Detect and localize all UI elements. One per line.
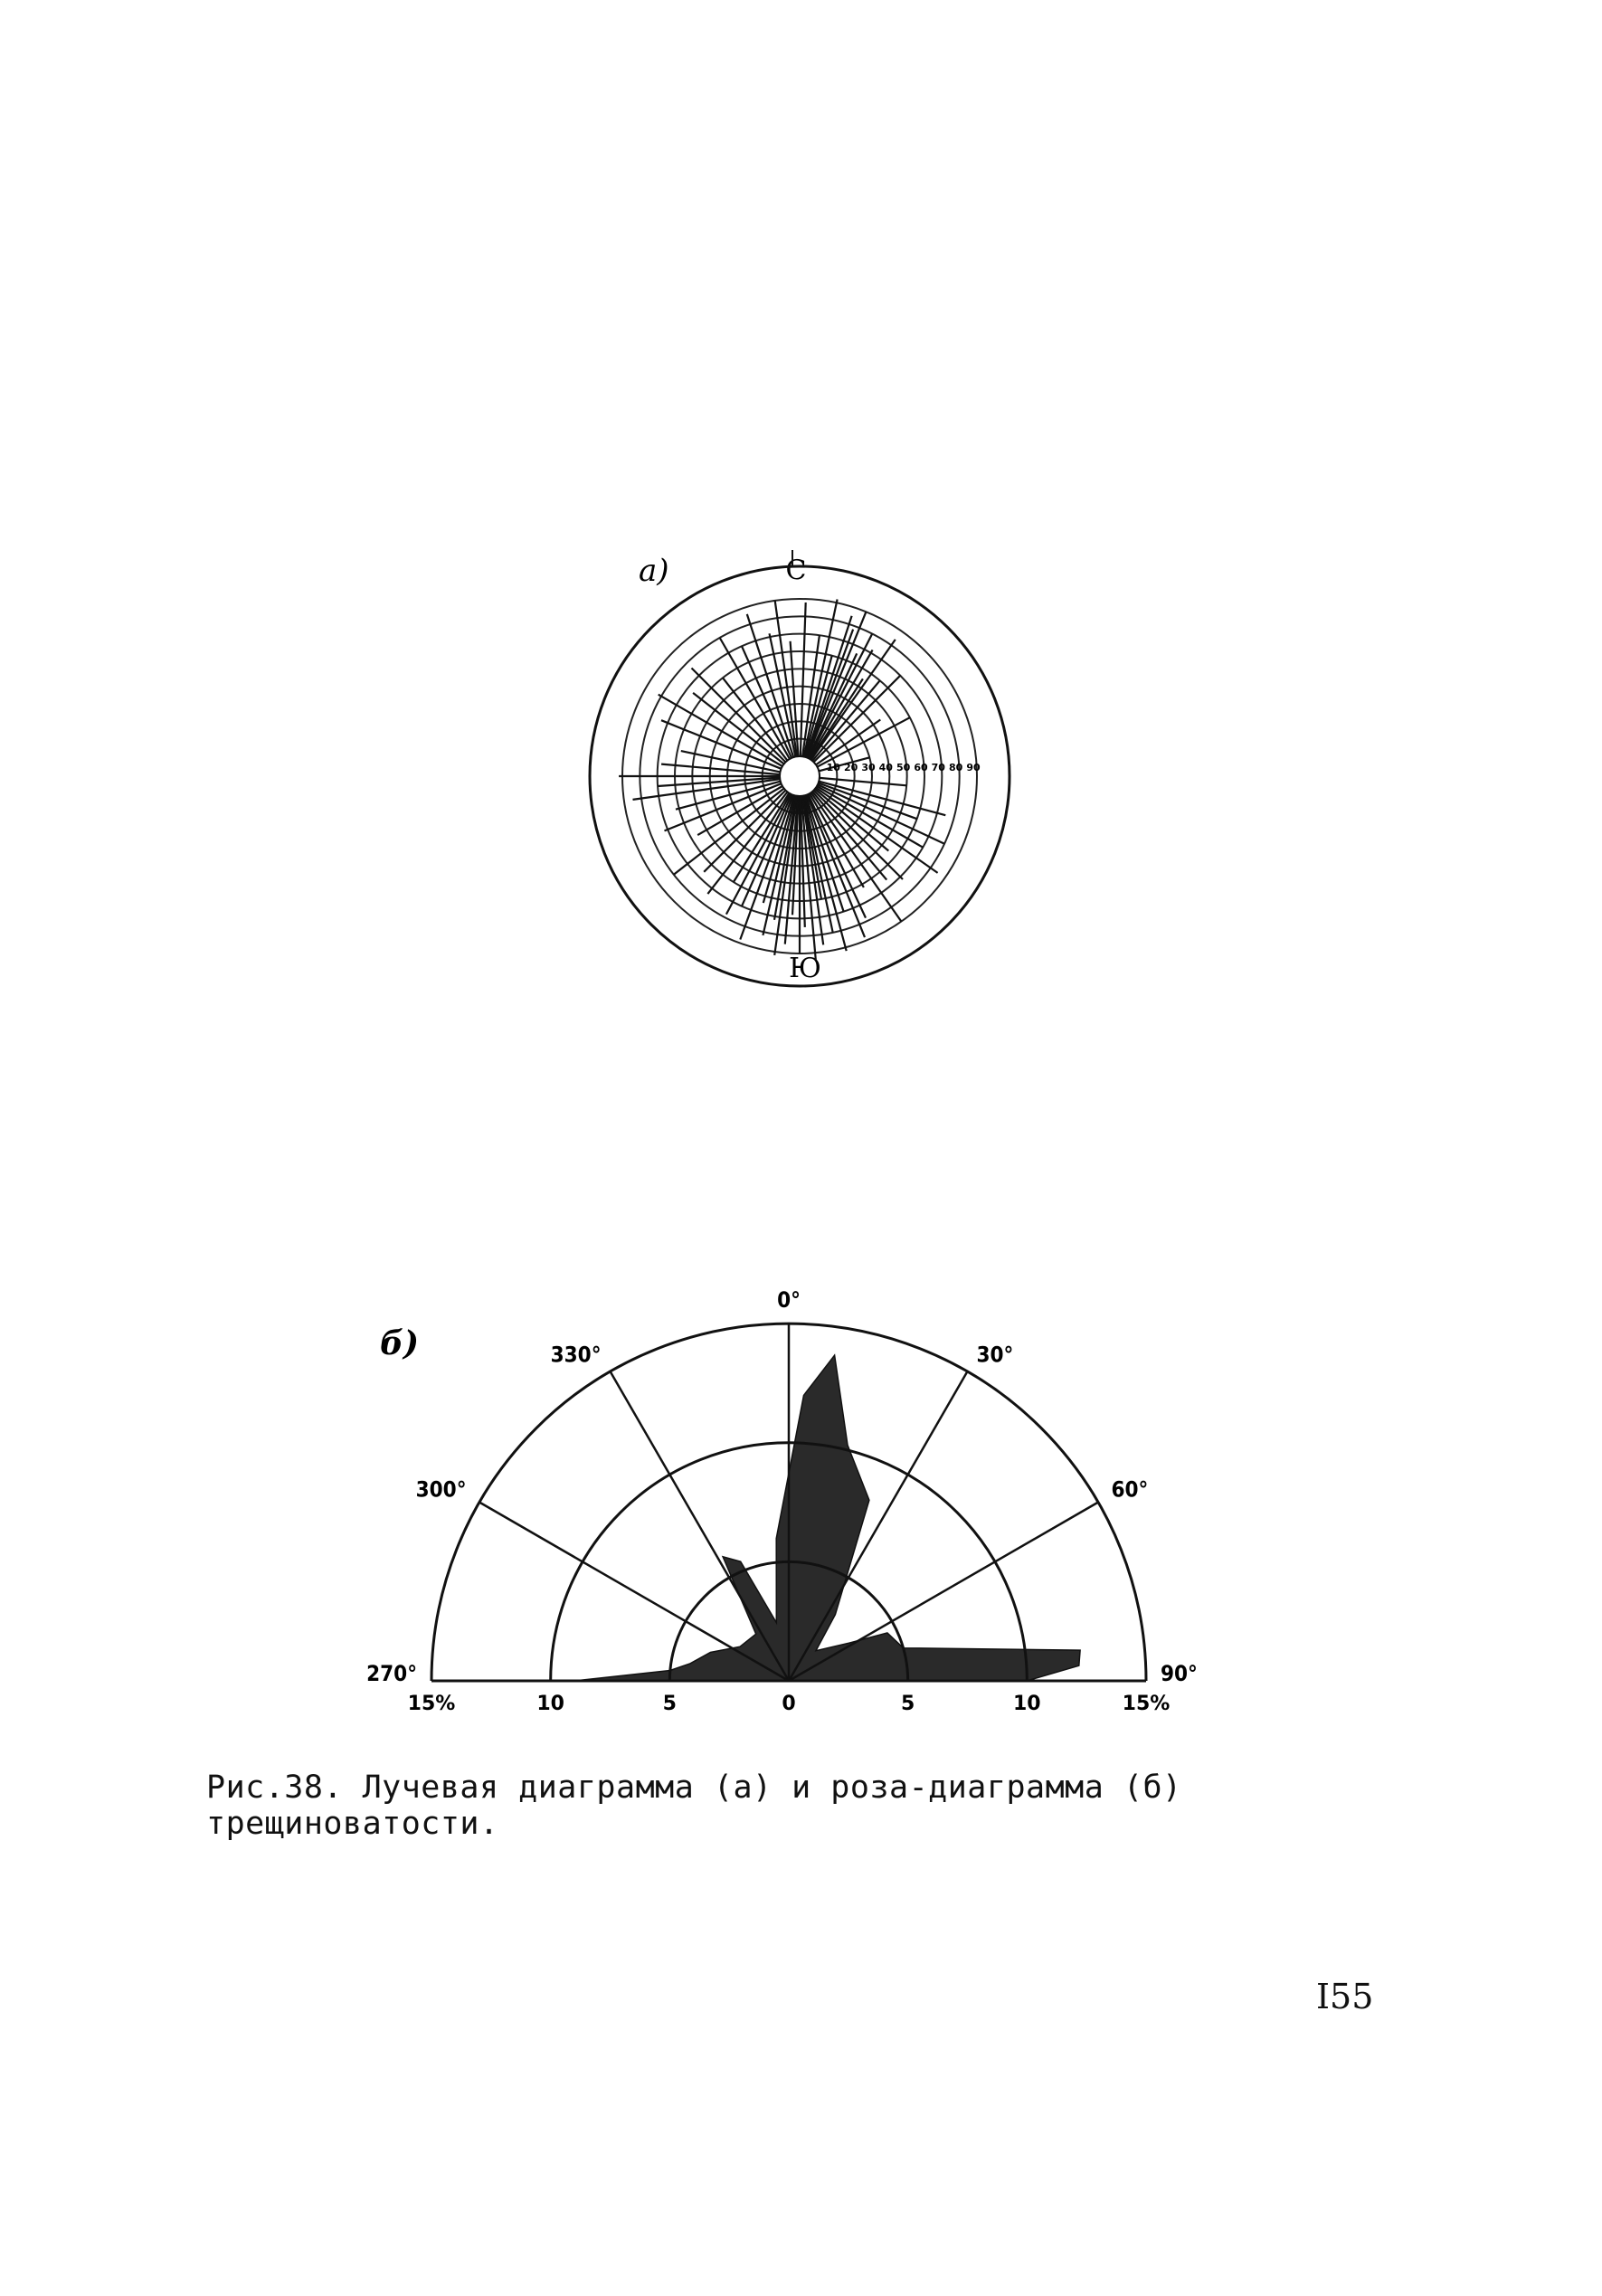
ray-19	[819, 783, 917, 820]
rose-shape	[503, 1355, 1080, 1681]
panel-a-label: а)	[639, 553, 669, 589]
ray-51	[697, 786, 782, 835]
north-label: С	[785, 555, 807, 586]
angle-label-90: 90°	[1161, 1661, 1198, 1686]
ring-label-60: 60	[914, 762, 928, 773]
angle-label-60: 60°	[1111, 1476, 1149, 1503]
rose-scale-labels	[408, 1693, 1171, 1715]
scale-left-10: 10	[536, 1693, 565, 1715]
scale-left-0: 0	[782, 1693, 796, 1715]
angle-label--90: 270°	[366, 1661, 417, 1686]
scale-left-15: 15%	[407, 1693, 456, 1715]
ray-31	[805, 795, 847, 951]
figure-caption: Рис.38. Лучевая диаграмма (а) и роза-диаграмма (б) трещиноватости.	[206, 1769, 1182, 1842]
ring-label-90: 90	[966, 762, 981, 773]
angle-label-0: 0°	[777, 1287, 801, 1313]
ring-label-10: 10	[826, 762, 840, 773]
scale-left-5: 5	[662, 1693, 677, 1715]
ray-61	[693, 693, 784, 764]
angle-label--30: 330°	[550, 1342, 602, 1368]
panel-b-label: б)	[380, 1324, 420, 1362]
center-circle	[780, 756, 820, 796]
ray-50	[674, 789, 784, 875]
angle-label--60: 300°	[415, 1476, 467, 1503]
scale-right-5: 5	[901, 1693, 915, 1715]
angle-label-30: 30°	[976, 1342, 1014, 1368]
ray-26	[811, 792, 902, 922]
ring-label-70: 70	[931, 762, 945, 773]
panel-a-ring-labels	[827, 762, 981, 773]
rose-diagram	[366, 1287, 1198, 1715]
page-number: I55	[1316, 1977, 1374, 2016]
ring-label-30: 30	[861, 762, 876, 773]
rose-polygon	[503, 1355, 1080, 1681]
scale-right-10: 10	[1012, 1693, 1041, 1715]
rose-spoke--30	[611, 1371, 790, 1681]
radial-line-diagram	[590, 550, 1010, 986]
rose-grid	[431, 1324, 1146, 1681]
south-label: Ю	[789, 953, 821, 984]
ray-5	[807, 630, 854, 758]
ring-label-40: 40	[878, 762, 893, 773]
scale-right-15: 15%	[1122, 1693, 1171, 1715]
ring-label-20: 20	[844, 762, 858, 773]
ray-49	[704, 791, 785, 872]
ring-label-50: 50	[896, 762, 911, 773]
ring-label-80: 80	[949, 762, 963, 773]
